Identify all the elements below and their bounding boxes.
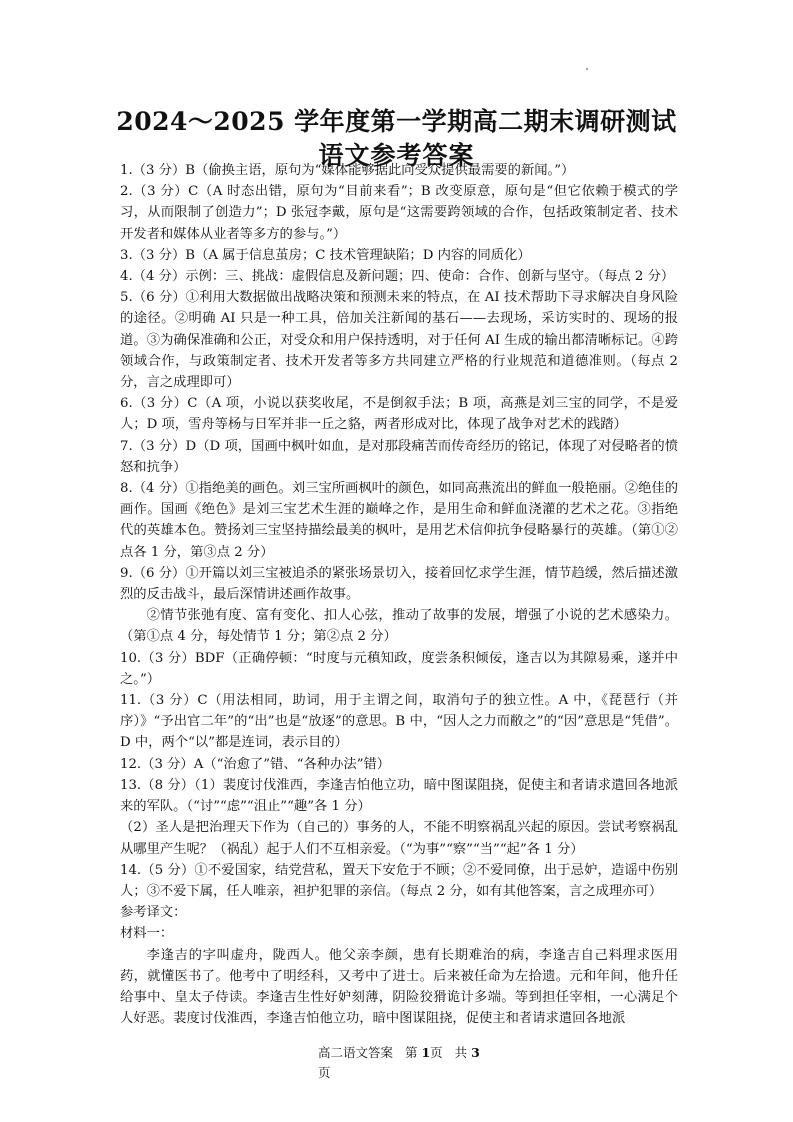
answer-q8: 8.（4 分）①指绝美的画色。刘三宝所画枫叶的颜色，如同高燕流出的鲜血一般艳丽。②绝佳的画作。国画《绝色》是刘三宝艺术生涯的巅峰之作，是用生命和鲜血浇灌的艺术之花。③指绝代的英雄本色。赞扬刘三宝坚持描绘最美的枫叶，是用艺术信仰抗争侵略暴行的英雄。（第①②点各 1 分，第③点 2 分） [120, 481, 678, 560]
answer-q11: 11.（3 分）C（用法相同，助词，用于主谓之间，取消句子的独立性。A 中，《琵琶行（并序）》“予出官二年”的“出”也是“放逐”的意思。B 中，“因人之力而敝之”的“因”意思是“凭借”。D 中，两个“以”都是连词，表示目的） [120, 693, 678, 751]
answer-q13-part1: 13.（8 分）（1）裴度讨伐淮西，李逢吉怕他立功，暗中图谋阻挠，促使主和者请求遣回各地派来的军队。（“讨”“虑”“沮止”“趣”各 1 分） [120, 777, 678, 815]
translation-paragraph: 李逢吉的字叫虚舟，陇西人。他父亲李颜，患有长期难治的病，李逢吉自己料理求医用药，就懂医书了。他考中了明经科，又考中了进士。后来被任命为左拾遗。元和年间，他升任给事中、皇太子侍读。李逢吉生性好妒刻薄，阴险狡猾诡计多端。等到担任宰相，一心满足个人好恶。裴度讨伐淮西，李逢吉怕他立功，暗中图谋阻挠，促使主和者请求遣回各地派 [120, 947, 678, 1027]
footer-total-number: 3 [471, 1045, 480, 1060]
footer-total-unit: 页 [318, 1065, 331, 1080]
footer-page-number: 1 [421, 1045, 431, 1060]
translation-heading: 参考译文： [120, 905, 187, 921]
answer-key-title: 语文参考答案 [318, 141, 475, 170]
answer-q14: 14.（5 分）①不爱国家，结党营私，置天下安危于不顾；②不爱同僚，出于忌妒，造谣中伤别人；③不爱下属，任人唯亲，袒护犯罪的亲信。（每点 2 分，如有其他答案，言之成理亦可） [120, 862, 678, 899]
answer-q12: 12.（3 分）A（“治愈了”错、“各种办法”错） [120, 756, 391, 772]
answer-q7: 7.（3 分）D（D 项，国画中枫叶如血，是对那段痛苦而传奇经历的铭记，体现了对侵略者的愤怒和抗争） [120, 438, 678, 475]
answer-q2: 2.（3 分）C（A 时态出错，原句为“目前来看”；B 改变原意，原句是“但它依赖于模式的学习，从而限制了创造力”；D 张冠李戴，原句是“这需要跨领域的合作，包括政策制定者、技术开发者和媒体从业者等多方的参与。”） [120, 184, 678, 242]
answer-q5: 5.（6 分）①利用大数据做出战略决策和预测未来的特点，在 AI 技术帮助下寻求解决自身风险的途径。②明确 AI 只是一种工具，倍加关注新闻的基石——去现场，采访实时的、现场的报道。③为确保准确和公正，对受众和用户保持透明，对于任何 AI 生成的输出都清晰标记。④跨领域合作，与政策制定者、技术开发者等多方共同建立严格的行业规范和道德准则。（每点 2 分，言之成理即可） [120, 290, 678, 391]
exam-title: 2024～2025 学年度第一学期高二期末调研测试 [116, 107, 677, 136]
answer-q3: 3.（3 分）B（A 属于信息茧房；C 技术管理缺陷；D 内容的同质化） [120, 247, 531, 263]
footer-total-label: 共 [454, 1045, 468, 1060]
footer-page-unit: 页 [430, 1045, 443, 1060]
answer-q9-part1: 9.（6 分）①开篇以刘三宝被追杀的紧张场景切入，接着回忆求学生涯，情节趋缓，然后描述激烈的反击战斗，最后深情讲述画作故事。 [120, 565, 678, 603]
answer-q13-part2: （2）圣人是把治理天下作为（自己的）事务的人，不能不明察祸乱兴起的原因。尝试考察祸乱从哪里产生呢？（祸乱）起于人们不互相亲爱。（“为事”“察”“当”“起”各 1 分） [120, 820, 678, 857]
answer-q1: 1.（3 分）B（偷换主语，原句为“媒体能够据此向受众提供最需要的新闻。”） [120, 163, 575, 178]
scan-dot [586, 68, 588, 70]
answer-q6: 6.（3 分）C（A 项，小说以获奖收尾，不是倒叙手法；B 项，高燕是刘三宝的同学，不是爱人；D 项，雪舟等杨与日军并非一丘之貉，两者形成对比，体现了战争对艺术的践踏） [120, 396, 678, 433]
footer-subject: 高二语文答案 [318, 1045, 394, 1060]
answer-q10: 10.（3 分）BDF（正确停顿：“时度与元稹知政，度尝条积倾佞，逢吉以为其隙易乘，遂并中之。”） [120, 650, 678, 687]
page-footer [318, 1043, 480, 1083]
material-one-heading: 材料一： [120, 926, 174, 942]
answer-q9-part2: ②情节张弛有度、富有变化、扣人心弦，推动了故事的发展，增强了小说的艺术感染力。（第①点 4 分，每处情节 1 分；第②点 2 分） [120, 608, 678, 645]
answer-content [120, 160, 678, 1029]
answer-q4: 4.（4 分）示例：三、挑战：虚假信息及新问题；四、使命：合作、创新与坚守。（每点 2 分） [120, 269, 675, 285]
footer-page-label: 第 [404, 1045, 418, 1060]
